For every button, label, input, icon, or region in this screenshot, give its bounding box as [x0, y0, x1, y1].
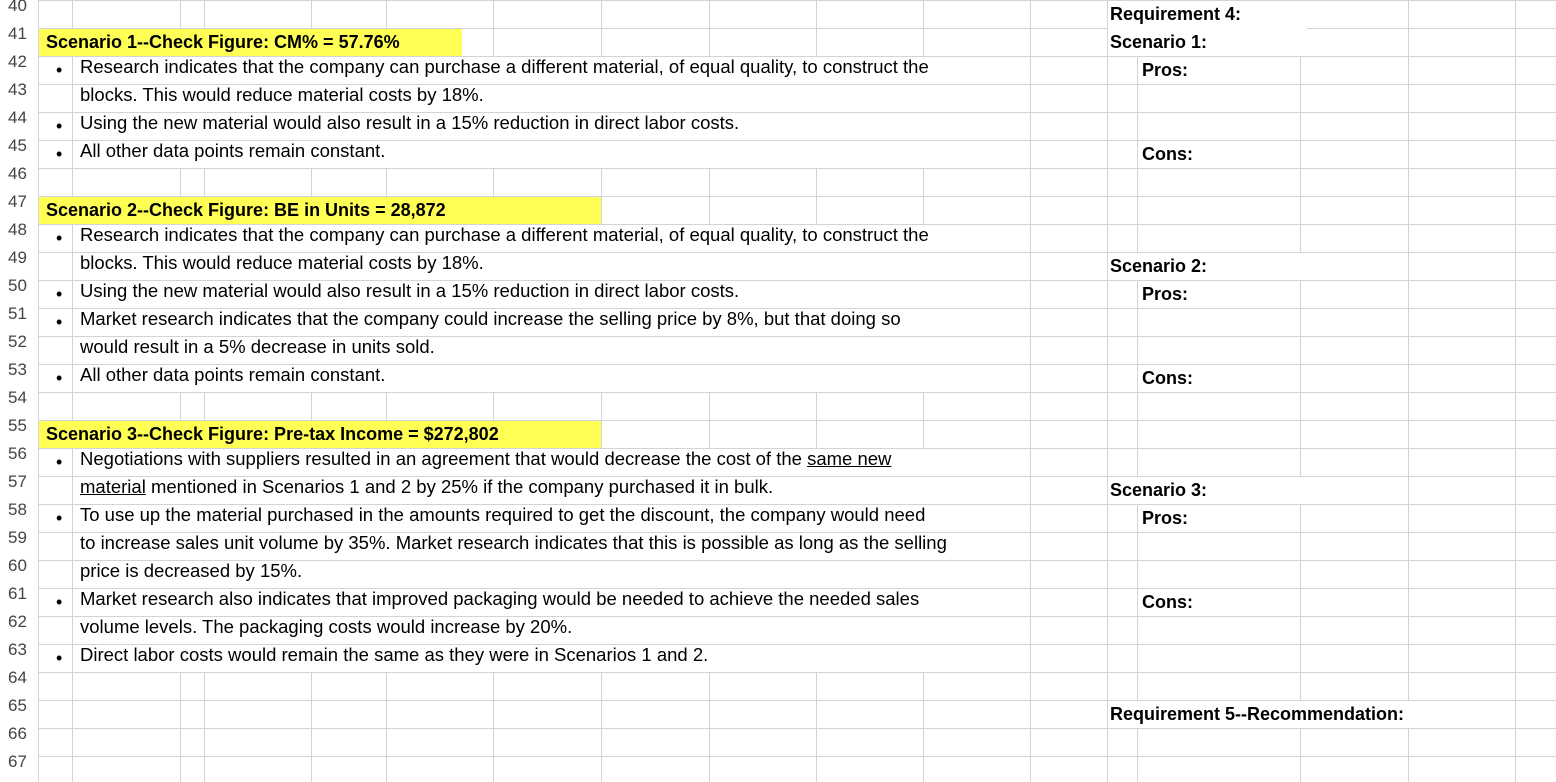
column-divider	[38, 0, 39, 782]
underlined-text: material	[80, 476, 146, 497]
scenario-2-cons-label[interactable]: Cons:	[1142, 368, 1193, 388]
column-divider	[1137, 0, 1138, 782]
scenario-1-cons-label[interactable]: Cons:	[1142, 144, 1193, 164]
row-divider	[0, 0, 1556, 1]
scenario-2-bullet-3-line-2[interactable]: would result in a 5% decrease in units sold.	[80, 336, 435, 357]
row-number[interactable]: 51	[0, 300, 38, 328]
bullet-icon: •	[56, 452, 63, 472]
row-number[interactable]: 46	[0, 160, 38, 188]
row-number[interactable]: 50	[0, 272, 38, 300]
row-number[interactable]: 49	[0, 244, 38, 272]
row-divider	[0, 672, 1556, 673]
column-divider	[1408, 0, 1409, 782]
scenario-3-bullet-1-line-2[interactable]	[80, 473, 773, 501]
scenario-1-bullet-1-line-2[interactable]: blocks. This would reduce material costs by 18%.	[80, 84, 484, 105]
row-number[interactable]: 53	[0, 356, 38, 384]
row-number[interactable]: 42	[0, 48, 38, 76]
row-divider	[0, 168, 1556, 169]
row-number[interactable]: 41	[0, 20, 38, 48]
scenario-1-bullet-1-line-1[interactable]: Research indicates that the company can purchase a different material, of equal quality, to construct the	[80, 56, 929, 77]
row-number[interactable]: 61	[0, 580, 38, 608]
scenario-2-bullet-4[interactable]: All other data points remain constant.	[80, 364, 386, 385]
column-divider	[1107, 0, 1108, 782]
row-number[interactable]: 63	[0, 636, 38, 664]
column-divider	[1030, 0, 1031, 782]
requirement-4-title[interactable]: Requirement 4:	[1110, 4, 1242, 24]
bullet-icon: •	[56, 648, 63, 668]
scenario-2-header[interactable]: Scenario 2--Check Figure: BE in Units = 28,872	[46, 200, 446, 220]
scenario-3-bullet-2-line-2[interactable]: to increase sales unit volume by 35%. Market research indicates that this is possible as long as the selling	[80, 532, 947, 553]
bullet-icon: •	[56, 116, 63, 136]
scenario-3-header[interactable]: Scenario 3--Check Figure: Pre-tax Income = $272,802	[46, 424, 499, 444]
bullet-icon: •	[56, 228, 63, 248]
row-number[interactable]: 45	[0, 132, 38, 160]
scenario-2-label[interactable]: Scenario 2:	[1110, 256, 1208, 276]
bullet-icon: •	[56, 508, 63, 528]
row-number[interactable]: 55	[0, 412, 38, 440]
scenario-3-bullet-1-line-1[interactable]	[80, 445, 891, 473]
bullet-icon: •	[56, 60, 63, 80]
row-divider	[0, 728, 1556, 729]
row-number[interactable]: 62	[0, 608, 38, 636]
underlined-text: same new	[807, 448, 892, 469]
bullet-icon: •	[56, 368, 63, 388]
row-number[interactable]: 59	[0, 524, 38, 552]
row-number[interactable]: 52	[0, 328, 38, 356]
row-number[interactable]: 67	[0, 748, 38, 776]
scenario-2-bullet-3-line-1[interactable]: Market research indicates that the company could increase the selling price by 8%, but that doing so	[80, 308, 901, 329]
scenario-1-label[interactable]: Scenario 1:	[1110, 32, 1208, 52]
scenario-3-bullet-3-line-2[interactable]: volume levels. The packaging costs would increase by 20%.	[80, 616, 573, 637]
row-number[interactable]: 43	[0, 76, 38, 104]
scenario-3-bullet-4[interactable]: Direct labor costs would remain the same as they were in Scenarios 1 and 2.	[80, 644, 709, 665]
row-number[interactable]: 56	[0, 440, 38, 468]
row-number[interactable]: 57	[0, 468, 38, 496]
scenario-1-pros-label[interactable]: Pros:	[1142, 60, 1189, 80]
column-divider	[1515, 0, 1516, 782]
column-divider	[1300, 0, 1301, 782]
row-number[interactable]: 40	[0, 0, 38, 20]
row-number[interactable]: 60	[0, 552, 38, 580]
scenario-3-bullet-3-line-1[interactable]: Market research also indicates that improved packaging would be needed to achieve the needed sales	[80, 588, 920, 609]
scenario-1-header[interactable]: Scenario 1--Check Figure: CM% = 57.76%	[46, 32, 400, 52]
bullet-icon: •	[56, 312, 63, 332]
row-number[interactable]: 64	[0, 664, 38, 692]
row-number[interactable]: 47	[0, 188, 38, 216]
scenario-2-bullet-1-line-2[interactable]: blocks. This would reduce material costs by 18%.	[80, 252, 484, 273]
row-number[interactable]: 66	[0, 720, 38, 748]
row-divider	[0, 392, 1556, 393]
requirement-5-title[interactable]: Requirement 5--Recommendation:	[1110, 704, 1405, 724]
row-number[interactable]: 54	[0, 384, 38, 412]
scenario-3-bullet-2-line-1[interactable]: To use up the material purchased in the amounts required to get the discount, the company would need	[80, 504, 926, 525]
scenario-3-cons-label[interactable]: Cons:	[1142, 592, 1193, 612]
row-number[interactable]: 58	[0, 496, 38, 524]
scenario-1-bullet-2[interactable]: Using the new material would also result in a 15% reduction in direct labor costs.	[80, 112, 740, 133]
scenario-2-pros-label[interactable]: Pros:	[1142, 284, 1189, 304]
scenario-1-bullet-3[interactable]: All other data points remain constant.	[80, 140, 386, 161]
text-segment: Negotiations with suppliers resulted in an agreement that would decrease the cost of the	[80, 448, 808, 469]
bullet-icon: •	[56, 592, 63, 612]
bullet-icon: •	[56, 144, 63, 164]
scenario-3-bullet-2-line-3[interactable]: price is decreased by 15%.	[80, 560, 303, 581]
scenario-2-bullet-2[interactable]: Using the new material would also result in a 15% reduction in direct labor costs.	[80, 280, 740, 301]
row-divider	[0, 756, 1556, 757]
row-number[interactable]: 65	[0, 692, 38, 720]
text-segment: mentioned in Scenarios 1 and 2 by 25% if the company purchased it in bulk.	[145, 476, 774, 497]
bullet-icon: •	[56, 284, 63, 304]
scenario-2-bullet-1-line-1[interactable]: Research indicates that the company can purchase a different material, of equal quality, to construct the	[80, 224, 929, 245]
scenario-3-pros-label[interactable]: Pros:	[1142, 508, 1189, 528]
row-number[interactable]: 44	[0, 104, 38, 132]
row-number[interactable]: 48	[0, 216, 38, 244]
scenario-3-label[interactable]: Scenario 3:	[1110, 480, 1208, 500]
